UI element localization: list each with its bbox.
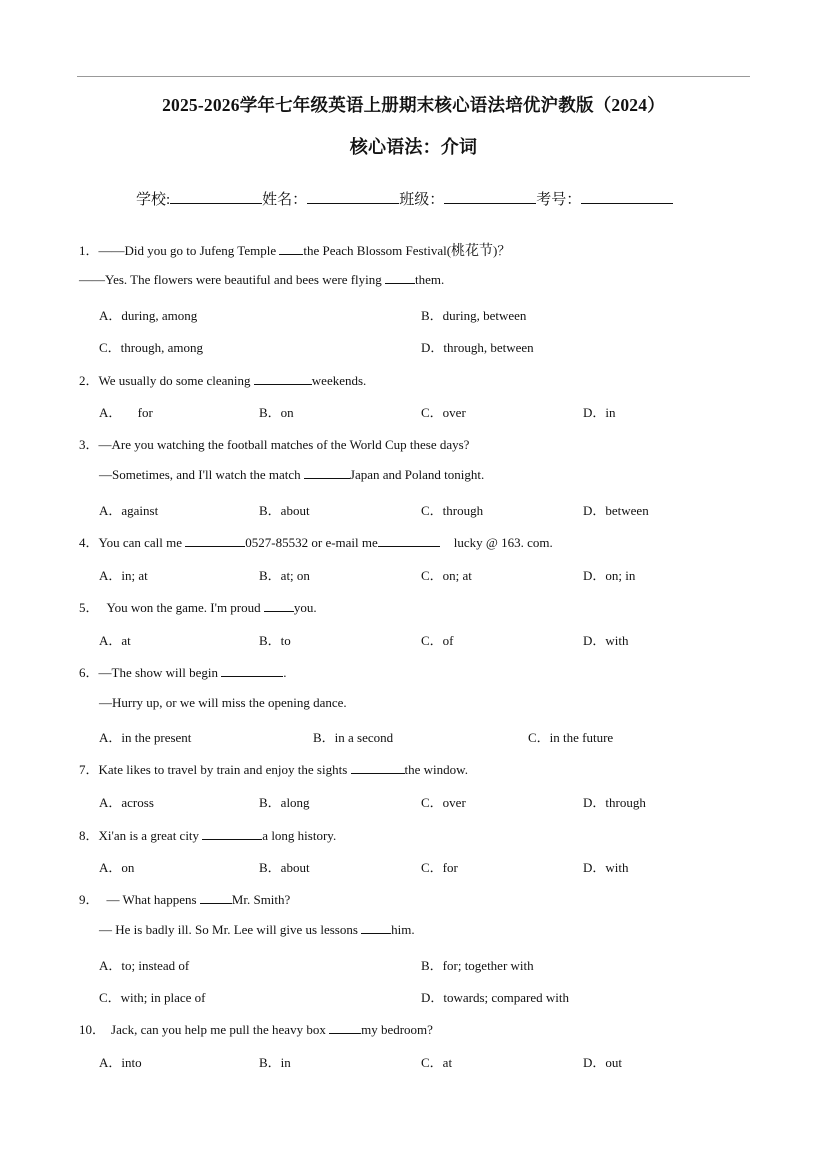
answer-blank[interactable] (378, 536, 440, 547)
school-field[interactable] (170, 189, 262, 204)
option-d[interactable]: D．with (583, 860, 629, 875)
option-c[interactable]: C．in the future (528, 730, 614, 745)
answer-blank[interactable] (385, 273, 415, 284)
answer-blank[interactable] (361, 923, 391, 934)
answer-blank[interactable] (351, 763, 405, 774)
question-number: 2． (79, 373, 99, 388)
question-10: 10． Jack, can you help me pull the heavy box my bedroom? (79, 1022, 433, 1037)
option-a[interactable]: A．against (99, 503, 159, 518)
option-a[interactable]: A．on (99, 860, 135, 875)
option-b[interactable]: B．on (259, 405, 294, 420)
question-number: 6． (79, 665, 99, 680)
option-d[interactable]: D．towards; compared with (421, 990, 570, 1005)
page-subtitle: 核心语法：介词 (349, 137, 478, 157)
answer-blank[interactable] (185, 536, 245, 547)
question-6: 6．—The show will begin . (79, 665, 287, 680)
question-5: 5． You won the game. I'm proud you. (79, 600, 317, 615)
question-number: 1． (79, 243, 99, 258)
option-b[interactable]: B．about (259, 860, 310, 875)
option-b[interactable]: B．about (259, 503, 310, 518)
number-label: 考号： (536, 192, 582, 208)
question-1: 1．——Did you go to Jufeng Temple the Peach Blossom Festival(桃花节)？ (79, 243, 511, 259)
question-6-line-2: —Hurry up, or we will miss the opening dance. (99, 695, 347, 710)
question-number: 3． (79, 437, 99, 452)
question-3: 3．—Are you watching the football matches of the World Cup these days? (79, 437, 470, 452)
question-1-line-2: ——Yes. The flowers were beautiful and bees were flying them. (79, 272, 445, 287)
option-d[interactable]: D．in (583, 405, 616, 420)
option-b[interactable]: B．at; on (259, 568, 310, 583)
option-b[interactable]: B．for; together with (421, 958, 534, 973)
option-d[interactable]: D．with (583, 633, 629, 648)
question-number: 10． (79, 1022, 106, 1037)
question-number: 9． (79, 892, 99, 907)
name-label: 姓名： (262, 192, 308, 208)
option-c[interactable]: C．over (421, 795, 466, 810)
question-number: 5． (79, 600, 99, 615)
question-9: 9． — What happens Mr. Smith? (79, 892, 291, 907)
question-2: 2．We usually do some cleaning weekends. (79, 373, 367, 388)
option-d[interactable]: D．out (583, 1055, 623, 1070)
answer-blank[interactable] (264, 601, 294, 612)
answer-blank[interactable] (202, 829, 262, 840)
page-title: 2025-2026学年七年级英语上册期末核心语法培优沪教版（2024） (162, 95, 665, 115)
question-number: 4． (79, 535, 99, 550)
question-3-line-2: —Sometimes, and I'll watch the match Japan and Poland tonight. (99, 467, 485, 482)
class-field[interactable] (444, 189, 536, 204)
option-d[interactable]: D．through (583, 795, 646, 810)
option-c[interactable]: C．at (421, 1055, 453, 1070)
option-c[interactable]: C．over (421, 405, 466, 420)
option-c[interactable]: C．through (421, 503, 484, 518)
answer-blank[interactable] (304, 468, 350, 479)
option-a[interactable]: A．across (99, 795, 154, 810)
answer-blank[interactable] (329, 1023, 361, 1034)
question-number: 8． (79, 828, 99, 843)
option-d[interactable]: D．between (583, 503, 649, 518)
option-a[interactable]: A．in the present (99, 730, 192, 745)
option-d[interactable]: D．on; in (583, 568, 636, 583)
option-d[interactable]: D．through, between (421, 340, 534, 355)
option-a[interactable]: A．to; instead of (99, 958, 190, 973)
option-b[interactable]: B．in a second (313, 730, 394, 745)
answer-blank[interactable] (279, 244, 303, 255)
answer-blank[interactable] (254, 374, 312, 385)
top-rule (77, 76, 750, 77)
option-a[interactable]: A． for (99, 405, 153, 420)
option-c[interactable]: C．with; in place of (99, 990, 206, 1005)
option-b[interactable]: B．to (259, 633, 291, 648)
question-number: 7． (79, 762, 99, 777)
option-c[interactable]: C．through, among (99, 340, 203, 355)
option-a[interactable]: A．into (99, 1055, 142, 1070)
option-a[interactable]: A．in; at (99, 568, 148, 583)
option-c[interactable]: C．for (421, 860, 458, 875)
question-8: 8．Xi'an is a great city a long history. (79, 828, 337, 843)
answer-blank[interactable] (221, 666, 283, 677)
question-9-line-2: — He is badly ill. So Mr. Lee will give us lessons him. (99, 922, 415, 937)
option-c[interactable]: C．on; at (421, 568, 472, 583)
name-field[interactable] (307, 189, 399, 204)
option-b[interactable]: B．during, between (421, 308, 527, 323)
school-label: 学校: (136, 192, 171, 208)
option-c[interactable]: C．of (421, 633, 454, 648)
option-b[interactable]: B．in (259, 1055, 291, 1070)
option-b[interactable]: B．along (259, 795, 310, 810)
number-field[interactable] (581, 189, 673, 204)
class-label: 班级： (399, 192, 445, 208)
question-4: 4．You can call me 0527-85532 or e-mail me lucky @ 163. com. (79, 535, 553, 550)
option-a[interactable]: A．at (99, 633, 131, 648)
question-7: 7．Kate likes to travel by train and enjoy the sights the window. (79, 762, 468, 777)
option-a[interactable]: A．during, among (99, 308, 198, 323)
student-info (136, 188, 673, 209)
answer-blank[interactable] (200, 893, 232, 904)
